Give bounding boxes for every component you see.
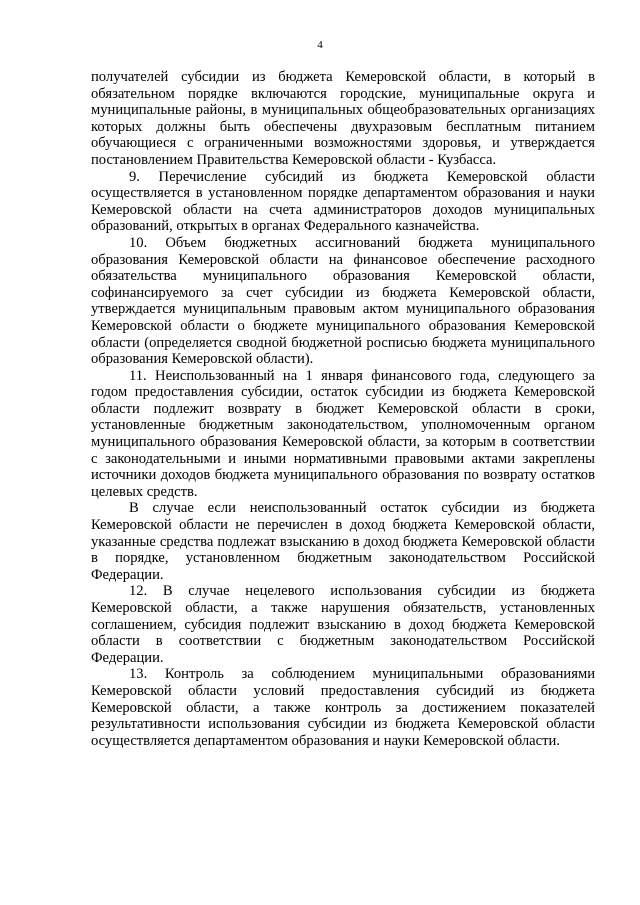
paragraph-item-13: 13. Контроль за соблюдением муниципальными образованиями Кемеровской области условий предоставления субсидий из бюджета Кемеровской области, а также контроль за достижением показателей результативности использования субсидии из бюджета Кемеровской области осуществляется департаментом образования и науки Кемеровской области.	[91, 666, 595, 749]
document-body	[91, 69, 595, 749]
paragraph-continuation: получателей субсидии из бюджета Кемеровской области, в который в обязательном порядке включаются городские, муниципальные округа и муниципальные районы, в муниципальных общеобразовательных организациях которых должны быть обеспечены двухразовым бесплатным питанием обучающиеся с ограниченными возможностями здоровья, и утверждается постановлением Правительства Кемеровской области - Кузбасса.	[91, 69, 595, 168]
paragraph-item-9: 9. Перечисление субсидий из бюджета Кемеровской области осуществляется в установленном порядке департаментом образования и науки Кемеровской области на счета администраторов доходов муниципальных образований, открытых в органах Федерального казначейства.	[91, 168, 595, 235]
paragraph-item-12: 12. В случае нецелевого использования субсидии из бюджета Кемеровской области, а также нарушения обязательств, установленных соглашением, субсидия подлежит взысканию в доход бюджета Кемеровской области в соответствии с бюджетным законодательством Российской Федерации.	[91, 583, 595, 666]
paragraph-item-11: 11. Неиспользованный на 1 января финансового года, следующего за годом предоставления субсидии, остаток субсидии из бюджета Кемеровской области подлежит возврату в бюджет Кемеровской области в сроки, установленные бюджетным законодательством, уполномоченным органом муниципального образования Кемеровской области, за которым в соответствии с законодательными и иными нормативными правовыми актами закреплены источники доходов бюджета муниципального образования по возврату остатков целевых средств.	[91, 367, 595, 500]
page-number: 4	[317, 39, 323, 51]
paragraph-item-10: 10. Объем бюджетных ассигнований бюджета муниципального образования Кемеровской области на финансовое обеспечение расходного обязательства муниципального образования Кемеровской области, софинансируемого за счет субсидии из бюджета Кемеровской области, утверждается муниципальным правовым актом муниципального образования Кемеровской области о бюджете муниципального образования Кемеровской области (определяется сводной бюджетной росписью бюджета муниципального образования Кемеровской области).	[91, 234, 595, 368]
paragraph-item-11-addendum: В случае если неиспользованный остаток субсидии из бюджета Кемеровской области не перечислен в доход бюджета Кемеровской области, указанные средства подлежат взысканию в доход бюджета Кемеровской области в порядке, установленном бюджетным законодательством Российской Федерации.	[91, 500, 595, 583]
